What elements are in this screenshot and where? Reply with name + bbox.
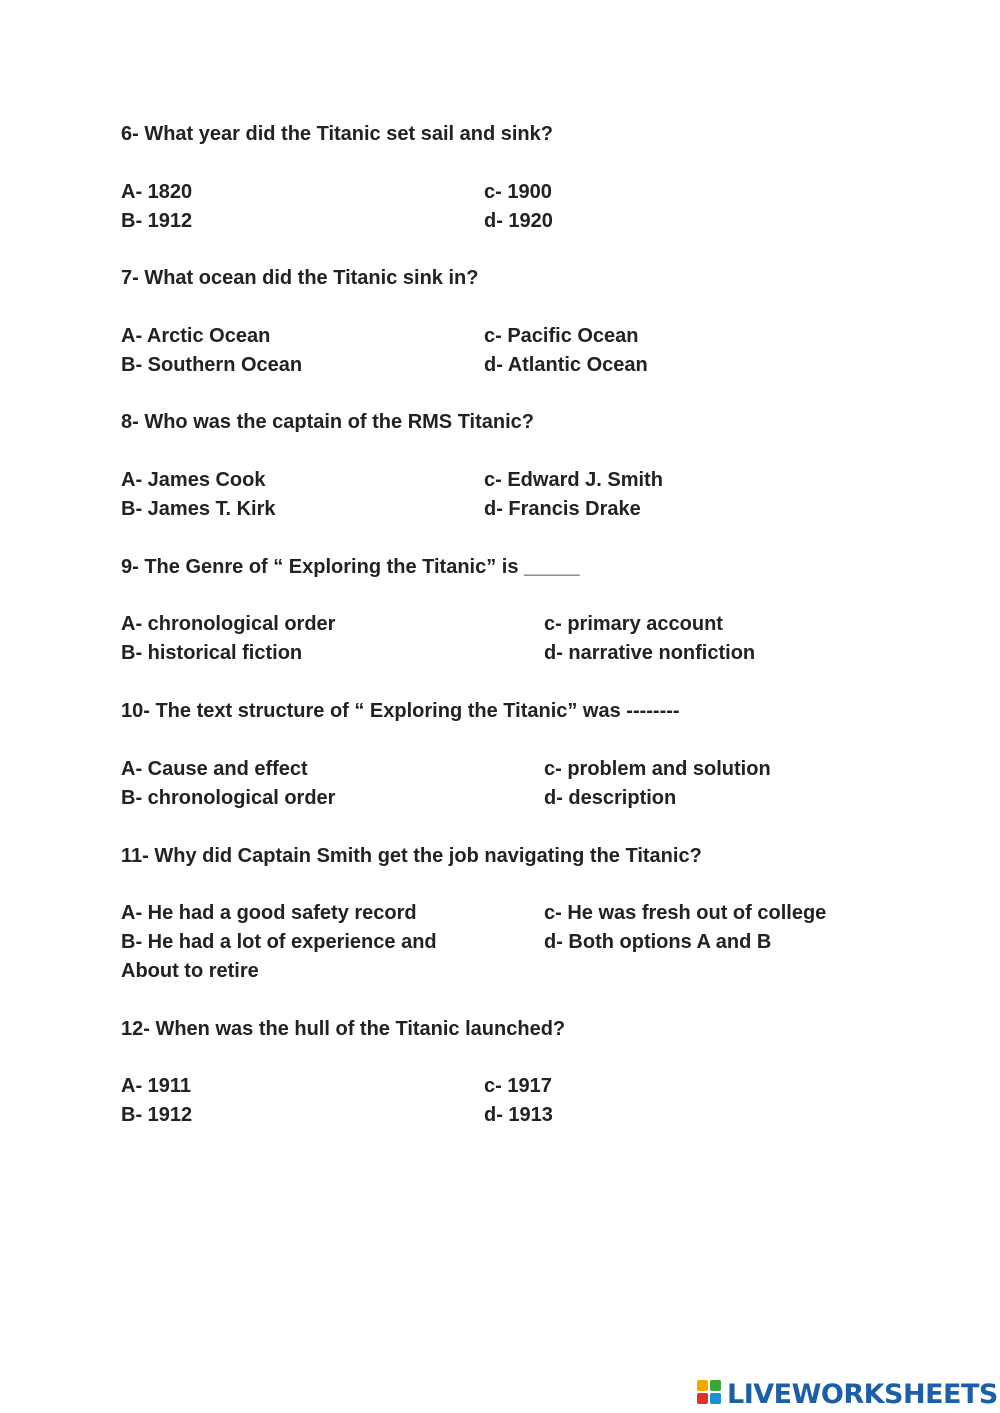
liveworksheets-logo-text: LIVEWORKSHEETS — [727, 1378, 998, 1410]
q7-option-d[interactable]: d- Atlantic Ocean — [484, 354, 648, 376]
question-11: 11- Why did Captain Smith get the job navigating the Titanic? — [121, 845, 702, 867]
q7-option-c[interactable]: c- Pacific Ocean — [484, 325, 639, 347]
liveworksheets-logo-icon — [697, 1380, 725, 1408]
q10-option-d[interactable]: d- description — [544, 787, 677, 809]
q6-option-c[interactable]: c- 1900 — [484, 181, 552, 203]
question-6: 6- What year did the Titanic set sail and sink? — [121, 123, 553, 145]
question-10: 10- The text structure of “ Exploring the Titanic” was -------- — [121, 700, 680, 722]
question-8: 8- Who was the captain of the RMS Titanic? — [121, 411, 534, 433]
q11-option-b-continued[interactable]: About to retire — [121, 960, 259, 982]
q6-option-a[interactable]: A- 1820 — [121, 181, 193, 203]
question-12: 12- When was the hull of the Titanic launched? — [121, 1018, 566, 1040]
q12-option-c[interactable]: c- 1917 — [484, 1075, 552, 1097]
q7-option-b[interactable]: B- Southern Ocean — [121, 354, 303, 376]
q6-option-b[interactable]: B- 1912 — [121, 210, 193, 232]
liveworksheets-logo — [697, 1376, 998, 1412]
q8-option-a[interactable]: A- James Cook — [121, 469, 266, 491]
q9-option-b[interactable]: B- historical fiction — [121, 642, 303, 664]
q12-option-d[interactable]: d- 1913 — [484, 1104, 553, 1126]
q6-option-d[interactable]: d- 1920 — [484, 210, 553, 232]
q9-option-a[interactable]: A- chronological order — [121, 613, 336, 635]
question-9: 9- The Genre of “ Exploring the Titanic” is _____ — [121, 556, 580, 578]
q10-option-a[interactable]: A- Cause and effect — [121, 758, 308, 780]
q11-option-c[interactable]: c- He was fresh out of college — [544, 902, 827, 924]
q11-option-b[interactable]: B- He had a lot of experience and — [121, 931, 437, 953]
q8-option-b[interactable]: B- James T. Kirk — [121, 498, 276, 520]
q9-option-c[interactable]: c- primary account — [544, 613, 723, 635]
q10-option-c[interactable]: c- problem and solution — [544, 758, 771, 780]
q10-option-b[interactable]: B- chronological order — [121, 787, 336, 809]
q12-option-a[interactable]: A- 1911 — [121, 1075, 192, 1097]
q8-option-d[interactable]: d- Francis Drake — [484, 498, 641, 520]
q11-option-d[interactable]: d- Both options A and B — [544, 931, 772, 953]
q8-option-c[interactable]: c- Edward J. Smith — [484, 469, 663, 491]
q7-option-a[interactable]: A- Arctic Ocean — [121, 325, 271, 347]
question-7: 7- What ocean did the Titanic sink in? — [121, 267, 479, 289]
q11-option-a[interactable]: A- He had a good safety record — [121, 902, 417, 924]
q9-option-d[interactable]: d- narrative nonfiction — [544, 642, 756, 664]
q12-option-b[interactable]: B- 1912 — [121, 1104, 193, 1126]
